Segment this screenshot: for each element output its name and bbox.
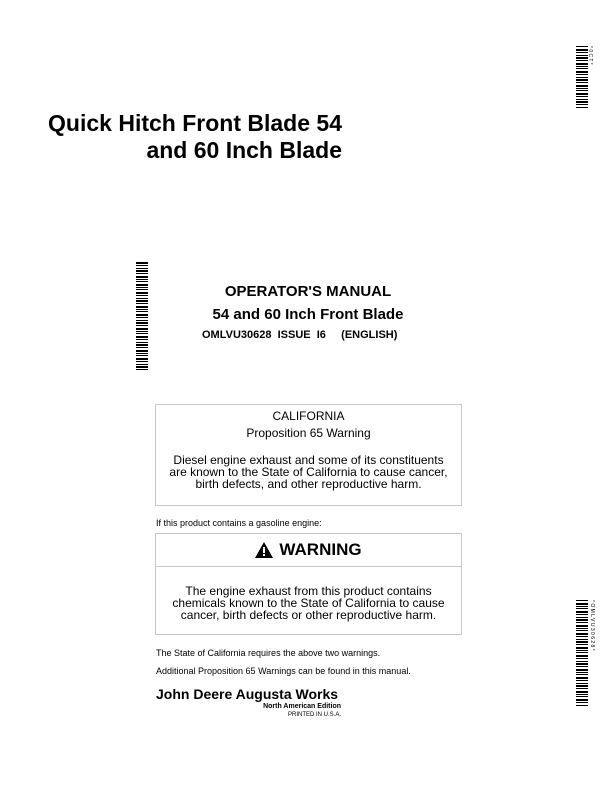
warning-header: [156, 534, 461, 567]
title-line-1: Quick Hitch Front Blade 54: [48, 110, 342, 136]
edition-label: North American Edition: [263, 703, 341, 710]
warning-triangle-icon: [255, 542, 273, 558]
manual-subheading: 54 and 60 Inch Front Blade: [212, 306, 404, 323]
manual-code-line: OMLVU30628 ISSUE I6 (ENGLISH): [202, 329, 398, 341]
additional-note: Additional Proposition 65 Warnings can be found in this manual.: [156, 666, 411, 676]
title-line-2: and 60 Inch Blade: [146, 137, 342, 163]
barcode-bottom-right: [576, 600, 595, 708]
warning-body: The engine exhaust from this product contains chemicals known to the State of California to cause cancer, birth defects or other reproductive harm.: [172, 584, 445, 622]
proposition-label: Proposition 65 Warning: [246, 426, 371, 440]
manual-heading: OPERATOR'S MANUAL: [224, 283, 392, 300]
barcode-left: [136, 262, 148, 372]
gasoline-note: If this product contains a gasoline engine:: [156, 518, 322, 528]
requires-note: The State of California requires the above two warnings.: [156, 648, 381, 658]
company-name: John Deere Augusta Works: [156, 686, 339, 702]
california-warning-box: [155, 404, 462, 506]
printed-label: PRINTED IN U.S.A.: [287, 712, 341, 718]
document-title: [34, 110, 342, 164]
barcode-top-right-text: * 0 C T *: [587, 46, 593, 65]
warning-heading: WARNING: [279, 540, 362, 559]
california-label: CALIFORNIA: [272, 409, 345, 423]
barcode-bottom-right-text: * O M L V U 3 0 6 2 8 *: [589, 600, 595, 651]
california-body: Diesel engine exhaust and some of its constituents are known to the State of California to cause cancer, birth defects, and other reproductive harm.: [169, 453, 448, 491]
barcode-bottom-right-bars: [576, 600, 588, 708]
gasoline-warning-box: [155, 533, 462, 635]
barcode-top-right: [576, 46, 596, 108]
